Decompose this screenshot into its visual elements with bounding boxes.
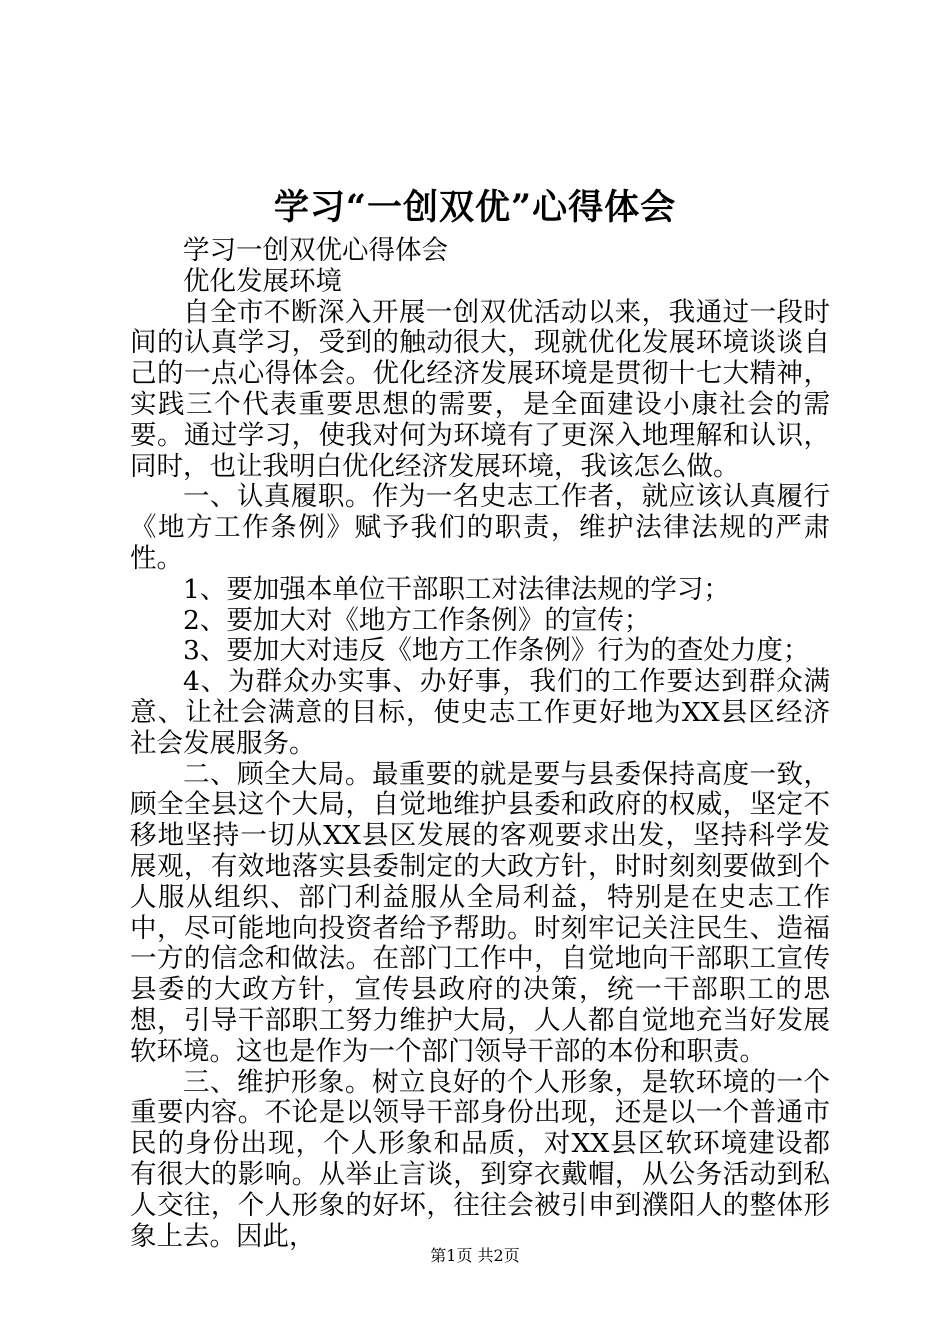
paragraph-item-4: 4、为群众办实事、办好事，我们的工作要达到群众满意、让社会满意的目标，使史志工作更好地为XX县区经济社会发展服务。 — [130, 666, 830, 759]
document-title: 学习“一创双优”心得体会 — [273, 187, 677, 228]
paragraph-heading: 优化发展环境 — [183, 265, 342, 297]
paragraph-item-2: 2、要加大对《地方工作条例》的宣传； — [183, 604, 651, 636]
page-footer: 第1页 共2页 — [430, 1246, 520, 1265]
document-body — [130, 236, 830, 1252]
paragraph-subtitle: 学习一创双优心得体会 — [183, 235, 448, 266]
paragraph-section-one: 一、认真履职。作为一名史志工作者，就应该认真履行《地方工作条例》赋予我们的职责，维护法律法规的严肃性。 — [130, 481, 830, 574]
paragraph-intro: 自全市不断深入开展一创双优活动以来，我通过一段时间的认真学习，受到的触动很大，现就优化发展环境谈谈自己的一点心得体会。优化经济发展环境是贯彻十七大精神，实践三个代表重要思想的需要，是全面建设小康社会的需要。通过学习，使我对何为环境有了更深入地理解和认识，同时，也让我明白优化经济发展环境，我该怎么做。 — [130, 296, 830, 482]
paragraph-item-1: 1、要加强本单位干部职工对法律法规的学习； — [183, 573, 730, 605]
paragraph-section-two: 二、顾全大局。最重要的就是要与县委保持高度一致，顾全全县这个大局，自觉地维护县委和政府的权威，坚定不移地坚持一切从XX县区发展的客观要求出发，坚持科学发展观，有效地落实县委制定的大政方针，时时刻刻要做到个人服从组织、部门利益服从全局利益，特别是在史志工作中，尽可能地向投资者给予帮助。时刻牢记关注民生、造福一方的信念和做法。在部门工作中，自觉地向干部职工宣传县委的大政方针，宣传县政府的决策，统一干部职工的思想，引导干部职工努力维护大局，人人都自觉地充当好发展软环境。这也是作为一个部门领导干部的本份和职责。 — [130, 758, 830, 1067]
paragraph-section-three: 三、维护形象。树立良好的个人形象，是软环境的一个重要内容。不论是以领导干部身份出现，还是以一个普通市民的身份出现，个人形象和品质，对XX县区软环境建设都有很大的影响。从举止言谈，到穿衣戴帽，从公务活动到私人交往，个人形象的好坏，往往会被引申到濮阳人的整体形象上去。因此， — [130, 1066, 830, 1252]
paragraph-item-3: 3、要加大对违反《地方工作条例》行为的查处力度； — [183, 635, 810, 667]
